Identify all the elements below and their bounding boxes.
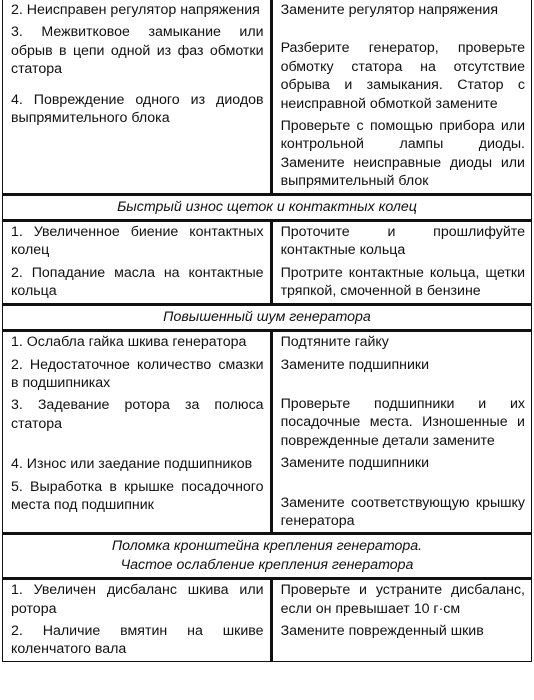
remedy-item: Проверьте с помощью прибора или контрольной лампы диоды. Замените неисправные диоды или выпрямительный блок	[280, 118, 525, 190]
section-subtitle: Частое ослабление крепления генератора	[120, 556, 414, 573]
cause-item: 1. Увеличенное биение контактных колец	[11, 224, 264, 259]
section-header-row	[3, 304, 532, 330]
remedy-item: Разберите генератор, проверьте обмотку статора на отсутствие обрыва и замыкания. Статор с неисправной обмоткой замените	[280, 40, 525, 112]
remedies-cell	[271, 579, 531, 662]
cause-item: 5. Выработка в крышке посадочного места под подшипник	[11, 478, 264, 513]
remedy-item: Подтяните гайку	[280, 334, 389, 351]
section-title: Быстрый износ щеток и контактных колец	[117, 198, 417, 215]
table-row	[3, 0, 532, 194]
remedy-item: Замените подшипники	[280, 356, 430, 373]
section-header	[3, 304, 532, 330]
cause-item: 2. Наличие вмятин на шкиве коленчатого вала	[11, 622, 264, 658]
cause-item: 3. Задевание ротора за полюса статора	[11, 397, 264, 432]
cause-item: 4. Повреждение одного из диодов выпрямительного блока	[11, 91, 264, 127]
cause-item: 1. Ослабла гайка шкива генератора	[11, 334, 247, 351]
remedy-item: Замените регулятор напряжения	[280, 2, 499, 18]
cause-item: 2. Неисправен регулятор напряжения	[11, 2, 260, 18]
remedy-item: Протрите контактные кольца, щетки тряпкой, смоченной в бензине	[280, 264, 525, 300]
causes-cell	[3, 0, 272, 194]
causes-cell	[3, 579, 272, 662]
section-header-row	[3, 194, 532, 220]
causes-cell	[3, 221, 272, 305]
section-title: Повышенный шум генератора	[163, 308, 371, 325]
table-row	[3, 331, 532, 534]
cause-item: 2. Недостаточное количество смазки в подшипниках	[11, 356, 264, 391]
remedy-item: Проточите и прошлифуйте контактные кольца	[280, 224, 525, 259]
remedy-item: Проверьте и устраните дисбаланс, если он превышает 10 г·см	[280, 582, 525, 617]
remedy-item: Проверьте подшипники и их посадочные места. Изношенные и поврежденные детали замените	[280, 395, 525, 449]
table-row	[3, 221, 532, 305]
section-header	[3, 194, 532, 220]
section-header	[3, 534, 532, 579]
remedy-item: Замените подшипники	[280, 455, 430, 472]
remedies-cell	[271, 331, 531, 534]
remedies-cell	[271, 221, 531, 305]
causes-cell	[3, 331, 272, 534]
remedy-item: Замените поврежденный шкив	[280, 622, 484, 639]
cause-item: 4. Износ или заедание подшипников	[11, 456, 253, 473]
section-title: Поломка кронштейна крепления генератора.	[111, 538, 423, 555]
cause-item: 2. Попадание масла на контактные кольца	[11, 264, 264, 300]
cause-item: 1. Увеличен дисбаланс шкива или ротора	[11, 582, 264, 617]
cause-item: 3. Межвитковое замыкание или обрыв в цепи одной из фаз обмотки статора	[11, 24, 264, 78]
fault-table	[2, 0, 532, 662]
table-row	[3, 579, 532, 662]
section-header-row	[3, 534, 532, 579]
remedies-cell	[271, 0, 531, 194]
remedy-item: Замените соответствующую крышку генератора	[280, 494, 525, 529]
